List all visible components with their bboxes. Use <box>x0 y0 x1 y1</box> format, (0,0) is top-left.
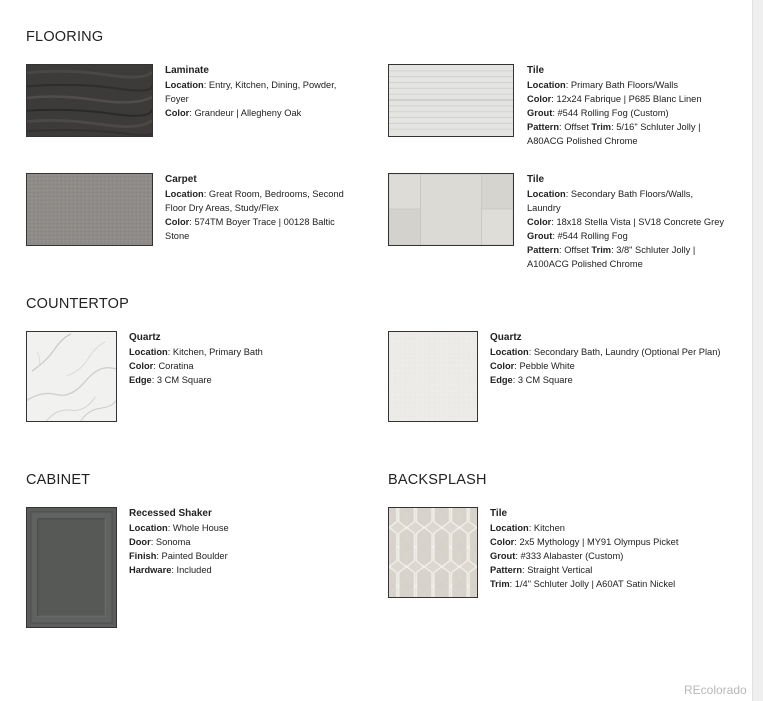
field-label: Color <box>490 537 515 547</box>
section-title-cabinet: CABINET <box>26 472 91 488</box>
swatch-laminate <box>26 64 153 137</box>
field-value: : Sonoma <box>150 537 191 547</box>
field-value: : Entry, Kitchen, Dining, Powder, <box>203 80 337 90</box>
field-label: Location <box>490 523 529 533</box>
item-name: Recessed Shaker <box>129 508 212 519</box>
field-label: Grout <box>490 551 516 561</box>
info-tile-primary <box>527 64 747 148</box>
field-label: Pattern <box>527 122 560 132</box>
field-value: : 3 CM Square <box>151 375 212 385</box>
swatch-tile-secondary <box>388 173 514 246</box>
field-label: Color <box>129 361 154 371</box>
field-value: : 12x24 Fabrique | P685 Blanc Linen <box>551 94 702 104</box>
field-label: Finish <box>129 551 157 561</box>
field-value: : Secondary Bath Floors/Walls, <box>565 189 694 199</box>
swatch-backsplash <box>388 507 478 598</box>
field-value: : 18x18 Stella Vista | SV18 Concrete Grey <box>551 217 725 227</box>
field-label: Color <box>165 108 190 118</box>
field-label: Location <box>165 189 204 199</box>
page-edge-shadow <box>752 0 763 701</box>
item-name: Quartz <box>129 332 161 343</box>
section-title-countertop: COUNTERTOP <box>26 296 129 312</box>
section-title-flooring: FLOORING <box>26 29 104 45</box>
field-value: : Primary Bath Floors/Walls <box>565 80 679 90</box>
info-carpet <box>165 173 375 243</box>
field-label: Trim <box>490 579 510 589</box>
field-value: : Kitchen <box>528 523 565 533</box>
field-value: : #333 Alabaster (Custom) <box>515 551 624 561</box>
field-value: : Offset <box>559 245 592 255</box>
field-label: Color <box>527 217 552 227</box>
field-value: : Painted Boulder <box>156 551 228 561</box>
info-cabinet <box>129 507 349 577</box>
field-label: Hardware <box>129 565 172 575</box>
field-label: Color <box>165 217 190 227</box>
info-quartz-secondary <box>490 331 735 387</box>
field-value: : Pebble White <box>514 361 575 371</box>
field-value: : Offset <box>559 122 592 132</box>
item-name: Laminate <box>165 65 209 76</box>
section-title-backsplash: BACKSPLASH <box>388 472 487 488</box>
field-value: : Whole House <box>167 523 229 533</box>
field-value: : 574TM Boyer Trace | 00128 Baltic <box>189 217 335 227</box>
field-label: Color <box>527 94 552 104</box>
field-value: : 3 CM Square <box>512 375 573 385</box>
field-value: : Included <box>171 565 212 575</box>
field-label: Trim <box>591 245 612 255</box>
info-tile-secondary <box>527 173 749 271</box>
field-label: Location <box>165 80 204 90</box>
info-backsplash <box>490 507 730 591</box>
watermark-recolorado: REcolorado <box>684 683 747 697</box>
field-value: : 5/16" Schluter Jolly | <box>611 122 701 132</box>
swatch-quartz-secondary <box>388 331 478 422</box>
field-label: Edge <box>129 375 152 385</box>
field-label: Edge <box>490 375 513 385</box>
swatch-carpet <box>26 173 153 246</box>
field-label: Pattern <box>527 245 560 255</box>
item-name: Quartz <box>490 332 522 343</box>
field-value: Laundry <box>527 203 561 213</box>
field-value: A80ACG Polished Chrome <box>527 136 638 146</box>
info-laminate <box>165 64 365 120</box>
field-label: Location <box>129 347 168 357</box>
info-quartz-primary <box>129 331 349 387</box>
page-edge-line <box>752 0 753 701</box>
field-label: Location <box>490 347 529 357</box>
swatch-cabinet <box>26 507 117 628</box>
field-value: : #544 Rolling Fog <box>552 231 628 241</box>
field-label: Grout <box>527 231 553 241</box>
item-name: Carpet <box>165 174 197 185</box>
field-value: : Coratina <box>153 361 194 371</box>
field-value: Foyer <box>165 94 189 104</box>
field-value: : #544 Rolling Fog (Custom) <box>552 108 669 118</box>
field-value: : 3/8" Schluter Jolly | <box>611 245 696 255</box>
item-name: Tile <box>527 174 545 185</box>
field-label: Location <box>129 523 168 533</box>
field-value: : Straight Vertical <box>522 565 593 575</box>
field-label: Color <box>490 361 515 371</box>
field-value: : Great Room, Bedrooms, Second <box>203 189 344 199</box>
field-value: : 1/4" Schluter Jolly | A60AT Satin Nickel <box>509 579 676 589</box>
swatch-quartz-primary <box>26 331 117 422</box>
item-name: Tile <box>527 65 545 76</box>
field-label: Pattern <box>490 565 523 575</box>
field-value: Stone <box>165 231 190 241</box>
field-label: Door <box>129 537 151 547</box>
item-name: Tile <box>490 508 508 519</box>
field-label: Location <box>527 80 566 90</box>
field-value: Floor Dry Areas, Study/Flex <box>165 203 279 213</box>
field-value: : Grandeur | Allegheny Oak <box>189 108 302 118</box>
field-value: A100ACG Polished Chrome <box>527 259 643 269</box>
field-label: Location <box>527 189 566 199</box>
field-value: : 2x5 Mythology | MY91 Olympus Picket <box>514 537 679 547</box>
field-value: : Secondary Bath, Laundry (Optional Per Plan) <box>528 347 721 357</box>
field-value: : Kitchen, Primary Bath <box>167 347 263 357</box>
field-label: Grout <box>527 108 553 118</box>
field-label: Trim <box>591 122 612 132</box>
swatch-tile-primary <box>388 64 514 137</box>
